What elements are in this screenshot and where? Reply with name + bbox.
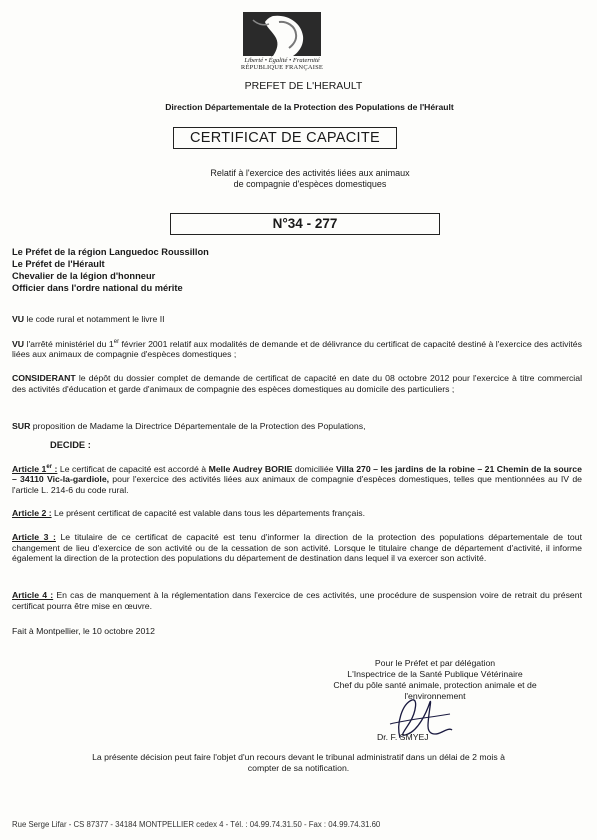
sur-text: proposition de Madame la Directrice Départementale de la Protection des Populations, — [30, 421, 366, 431]
sur-paragraph — [12, 421, 582, 432]
article-4 — [12, 590, 582, 611]
article-4-label: Article 4 : — [12, 590, 54, 600]
certificate-subtitle — [160, 168, 460, 190]
authority-line-4: Officier dans l'ordre national du mérite — [12, 283, 183, 293]
article-4-text: En cas de manquement à la réglementation dans l'exercice de ces activités, une procédure de suspension voire de retrait du présent certificat pourra être mise en œuvre. — [12, 590, 582, 611]
authority-line-2: Le Préfet de l'Hérault — [12, 259, 105, 269]
holder-address: Villa 270 – les jardins de la robine – 21 Chemin de la source – 34110 Vic-la-gardiole, — [12, 463, 582, 485]
signature-line-4: l'environnement — [404, 691, 466, 701]
republique-francaise-logo — [236, 12, 328, 71]
signature-line-3: Chef du pôle santé animale, protection animale et de — [333, 680, 537, 690]
appeal-notice — [20, 752, 577, 774]
article-1-text-2: domiciliée — [292, 463, 336, 474]
article-1 — [12, 462, 582, 496]
decide-heading: DECIDE : — [50, 440, 91, 450]
article-1-label — [12, 464, 57, 474]
vu-sup: er — [113, 339, 120, 345]
sur-label: SUR — [12, 421, 31, 431]
vu-label: VU — [12, 338, 25, 349]
certificate-title: CERTIFICAT DE CAPACITE — [173, 127, 397, 149]
holder-name: Melle Audrey BORIE — [208, 463, 293, 474]
vu-arrete — [12, 337, 582, 360]
article-2 — [12, 508, 582, 519]
article-3-label: Article 3 : — [12, 532, 56, 542]
appeal-line-2: compter de sa notification. — [247, 763, 350, 773]
signature-line-2: L'Inspectrice de la Santé Publique Vétérinaire — [347, 669, 523, 679]
authority-line-1: Le Préfet de la région Languedoc Roussillon — [12, 247, 209, 257]
vu-text: le code rural et notamment le livre II — [24, 314, 165, 324]
authority-titles — [12, 246, 209, 294]
prefecture-heading: PREFET DE L'HERAULT — [244, 80, 363, 92]
subtitle-line-2: de compagnie d'espèces domestiques — [233, 179, 387, 189]
article-2-label: Article 2 : — [12, 508, 52, 518]
vu-text-a: l'arrêté ministériel du 1 — [24, 338, 114, 349]
article-1-colon: : — [52, 463, 58, 474]
vu-label: VU — [12, 314, 25, 324]
considerant-text: le dépôt du dossier complet de demande de certificat de capacité en date du 08 octobre 2012 pour l'exercice à titre commercial des activités d'éducation et garde d'animaux de compagnie des espèces domestiques au domicile des particuliers ; — [12, 373, 582, 394]
vu-text-b: février 2001 relatif aux modalités de demande et de délivrance du certificat de capacité destiné à l'exercice des activités liées aux animaux de compagnie d'espèces domestiques ; — [12, 338, 582, 360]
article-1-label-text: Article 1 — [12, 463, 47, 474]
article-3 — [12, 532, 582, 564]
signature-line-1: Pour le Préfet et par délégation — [374, 658, 496, 668]
appeal-line-1: La présente décision peut faire l'objet d'un recours devant le tribunal administratif dans un délai de 2 mois à — [92, 752, 505, 762]
subtitle-line-1: Relatif à l'exercice des activités liées aux animaux — [210, 168, 410, 178]
considerant-paragraph — [12, 373, 582, 394]
footer-address: Rue Serge Lifar - CS 87377 - 34184 MONTPELLIER cedex 4 - Tél. : 04.99.74.31.50 - Fax : 04.99.74.31.60 — [12, 820, 381, 829]
certificate-number: N°34 - 277 — [170, 213, 440, 235]
vu-code-rural — [12, 314, 582, 325]
republic-name: RÉPUBLIQUE FRANÇAISE — [240, 64, 324, 71]
direction-heading: Direction Départementale de la Protection des Populations de l'Hérault — [165, 102, 454, 112]
marianne-emblem-icon — [243, 12, 321, 56]
article-3-text: Le titulaire de ce certificat de capacité est tenu d'informer la direction de la protection des populations départementale de tout changement de lieu d'exercice de son activité ou de la cessation de son activité. Lorsque le titulaire change de département d'activité, il informe également la direction de la protection des populations du département de destination dans lequel il va exercer son activité. — [12, 532, 582, 564]
article-1-text-3: pour l'exercice des activités liées aux animaux de compagnie d'espèces domestiques, telles que mentionnées au IV de l'article L. 214-6 du code rural. — [12, 474, 582, 496]
article-1-sup: er — [46, 464, 53, 470]
authority-line-3: Chevalier de la légion d'honneur — [12, 271, 156, 281]
article-1-text-1: Le certificat de capacité est accordé à — [57, 463, 209, 474]
article-2-text: Le présent certificat de capacité est valable dans tous les départements français. — [51, 508, 366, 518]
place-date: Fait à Montpellier, le 10 octobre 2012 — [12, 626, 155, 636]
signatory-name: Dr. F. SMYEJ — [377, 732, 429, 742]
republic-motto: Liberté • Égalité • Fraternité — [244, 57, 320, 64]
considerant-label: CONSIDERANT — [12, 373, 76, 383]
